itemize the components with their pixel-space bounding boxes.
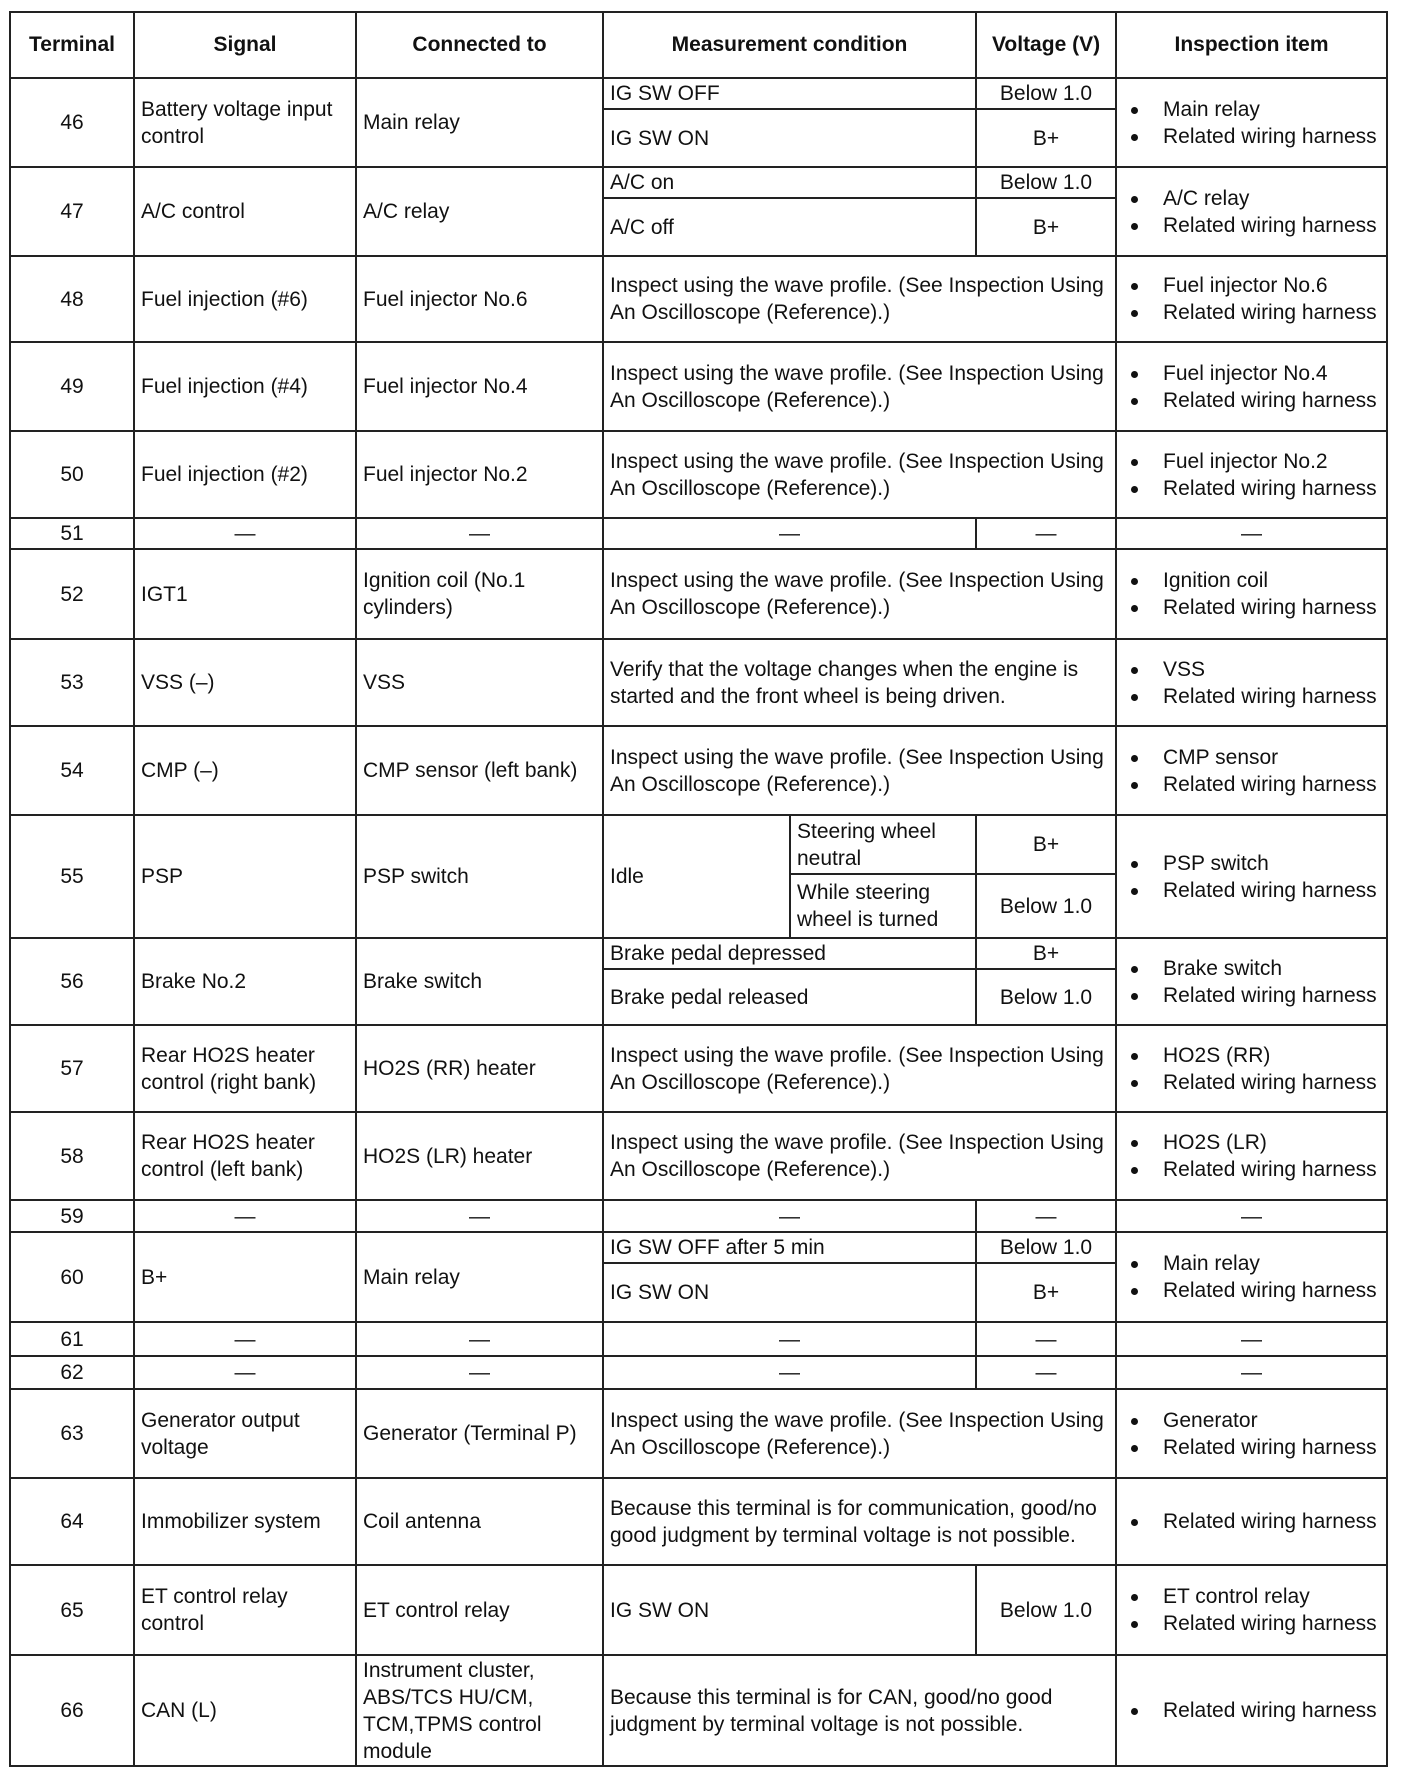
connected-cell: Fuel injector No.2 [356, 431, 603, 518]
inspection-item: PSP switch [1163, 850, 1380, 877]
measurement-cell: Inspect using the wave profile. (See Inspection Using An Oscilloscope (Reference).) [603, 1112, 1116, 1200]
inspection-list [1123, 1129, 1380, 1183]
signal-cell: Immobilizer system [134, 1478, 356, 1565]
inspection-item: Brake switch [1163, 955, 1380, 982]
measurement-cell: Inspect using the wave profile. (See Inspection Using An Oscilloscope (Reference).) [603, 1389, 1116, 1478]
signal-cell: PSP [134, 815, 356, 938]
condition-cell: A/C on [603, 167, 976, 198]
voltage-cell: B+ [976, 938, 1116, 969]
signal-cell: A/C control [134, 167, 356, 256]
inspection-item: Related wiring harness [1163, 299, 1380, 326]
inspection-list [1123, 1042, 1380, 1096]
inspection-item: ET control relay [1163, 1583, 1380, 1610]
table-row [10, 167, 1387, 198]
table-row [10, 1478, 1387, 1565]
terminal-cell: 49 [10, 342, 134, 431]
signal-cell: — [134, 1200, 356, 1232]
inspection-item: Fuel injector No.4 [1163, 360, 1380, 387]
header-signal: Signal [134, 12, 356, 78]
measurement-cell: Verify that the voltage changes when the engine is started and the front wheel is being driven. [603, 639, 1116, 726]
inspection-item: Related wiring harness [1163, 387, 1380, 414]
inspection-item: Related wiring harness [1163, 212, 1380, 239]
voltage-cell: — [976, 518, 1116, 549]
inspection-item: Fuel injector No.6 [1163, 272, 1380, 299]
condition-cell: Brake pedal depressed [603, 938, 976, 969]
inspection-cell [1116, 1478, 1387, 1565]
terminal-cell: 66 [10, 1655, 134, 1766]
condition-cell: IG SW OFF after 5 min [603, 1232, 976, 1263]
inspection-list [1123, 1697, 1380, 1724]
voltage-cell: B+ [976, 109, 1116, 167]
inspection-cell [1116, 1025, 1387, 1112]
inspection-item: HO2S (RR) [1163, 1042, 1380, 1069]
inspection-item: Related wiring harness [1163, 1069, 1380, 1096]
connected-cell: — [356, 1356, 603, 1389]
connected-cell: PSP switch [356, 815, 603, 938]
inspection-item: Related wiring harness [1163, 594, 1380, 621]
inspection-item: Related wiring harness [1163, 1156, 1380, 1183]
signal-cell: ET control relay control [134, 1565, 356, 1655]
inspection-cell: — [1116, 1322, 1387, 1356]
inspection-item: Generator [1163, 1407, 1380, 1434]
inspection-cell [1116, 167, 1387, 256]
signal-cell: — [134, 518, 356, 549]
terminal-cell: 61 [10, 1322, 134, 1356]
condition-cell: IG SW ON [603, 109, 976, 167]
condition-cell: IG SW OFF [603, 78, 976, 109]
terminal-cell: 58 [10, 1112, 134, 1200]
connected-cell: Ignition coil (No.1 cylinders) [356, 549, 603, 639]
voltage-cell: Below 1.0 [976, 78, 1116, 109]
connected-cell: Coil antenna [356, 1478, 603, 1565]
terminal-cell: 62 [10, 1356, 134, 1389]
terminal-cell: 48 [10, 256, 134, 342]
signal-cell: — [134, 1356, 356, 1389]
terminal-cell: 46 [10, 78, 134, 167]
inspection-cell [1116, 1389, 1387, 1478]
inspection-item: HO2S (LR) [1163, 1129, 1380, 1156]
table-row [10, 815, 1387, 874]
inspection-cell [1116, 639, 1387, 726]
inspection-cell [1116, 815, 1387, 938]
inspection-item: Related wiring harness [1163, 1610, 1380, 1637]
table-row [10, 1655, 1387, 1766]
connected-cell: Instrument cluster, ABS/TCS HU/CM, TCM,TPMS control module [356, 1655, 603, 1766]
connected-cell: — [356, 518, 603, 549]
table-row [10, 1322, 1387, 1356]
voltage-cell: Below 1.0 [976, 1232, 1116, 1263]
inspection-item: Related wiring harness [1163, 982, 1380, 1009]
signal-cell: Generator output voltage [134, 1389, 356, 1478]
terminal-cell: 51 [10, 518, 134, 549]
table-row [10, 78, 1387, 109]
connected-cell: Fuel injector No.4 [356, 342, 603, 431]
inspection-item: A/C relay [1163, 185, 1380, 212]
inspection-list [1123, 1407, 1380, 1461]
header-connected: Connected to [356, 12, 603, 78]
condition-cell: Steering wheel neutral [790, 815, 976, 874]
inspection-list [1123, 567, 1380, 621]
inspection-list [1123, 1583, 1380, 1637]
signal-cell: Rear HO2S heater control (left bank) [134, 1112, 356, 1200]
terminal-cell: 56 [10, 938, 134, 1025]
signal-cell: Battery voltage input control [134, 78, 356, 167]
condition-group-cell: Idle [603, 815, 790, 938]
connected-cell: Generator (Terminal P) [356, 1389, 603, 1478]
measurement-cell: Inspect using the wave profile. (See Inspection Using An Oscilloscope (Reference).) [603, 1025, 1116, 1112]
inspection-item: Ignition coil [1163, 567, 1380, 594]
inspection-list [1123, 272, 1380, 326]
terminal-cell: 53 [10, 639, 134, 726]
inspection-item: VSS [1163, 656, 1380, 683]
inspection-list [1123, 1508, 1380, 1535]
table-row [10, 518, 1387, 549]
measurement-cell: Inspect using the wave profile. (See Inspection Using An Oscilloscope (Reference).) [603, 256, 1116, 342]
signal-cell: CAN (L) [134, 1655, 356, 1766]
header-row [10, 12, 1387, 78]
connected-cell: Brake switch [356, 938, 603, 1025]
inspection-list [1123, 448, 1380, 502]
measurement-cell: Inspect using the wave profile. (See Inspection Using An Oscilloscope (Reference).) [603, 549, 1116, 639]
inspection-cell [1116, 256, 1387, 342]
signal-cell: Rear HO2S heater control (right bank) [134, 1025, 356, 1112]
terminal-cell: 55 [10, 815, 134, 938]
table-row [10, 938, 1387, 969]
voltage-cell: Below 1.0 [976, 1565, 1116, 1655]
terminal-cell: 64 [10, 1478, 134, 1565]
terminal-cell: 50 [10, 431, 134, 518]
header-terminal: Terminal [10, 12, 134, 78]
signal-cell: — [134, 1322, 356, 1356]
inspection-item: Main relay [1163, 1250, 1380, 1277]
terminal-cell: 54 [10, 726, 134, 815]
table-row [10, 639, 1387, 726]
table-row [10, 1200, 1387, 1232]
table-row [10, 1025, 1387, 1112]
table-row [10, 1232, 1387, 1263]
voltage-cell: B+ [976, 1263, 1116, 1322]
table-row [10, 726, 1387, 815]
inspection-item: Related wiring harness [1163, 1434, 1380, 1461]
inspection-cell [1116, 1112, 1387, 1200]
measurement-cell: — [603, 1356, 976, 1389]
signal-cell: IGT1 [134, 549, 356, 639]
header-inspection: Inspection item [1116, 12, 1387, 78]
inspection-cell [1116, 431, 1387, 518]
inspection-list [1123, 360, 1380, 414]
inspection-list [1123, 656, 1380, 710]
inspection-cell: — [1116, 1200, 1387, 1232]
connected-cell: Main relay [356, 78, 603, 167]
connected-cell: A/C relay [356, 167, 603, 256]
inspection-item: CMP sensor [1163, 744, 1380, 771]
measurement-cell: — [603, 518, 976, 549]
terminal-cell: 57 [10, 1025, 134, 1112]
table-row [10, 1356, 1387, 1389]
measurement-cell: Inspect using the wave profile. (See Inspection Using An Oscilloscope (Reference).) [603, 342, 1116, 431]
inspection-item: Related wiring harness [1163, 683, 1380, 710]
table-row [10, 1389, 1387, 1478]
inspection-list [1123, 1250, 1380, 1304]
table-row [10, 431, 1387, 518]
connected-cell: — [356, 1200, 603, 1232]
voltage-cell: Below 1.0 [976, 167, 1116, 198]
inspection-item: Related wiring harness [1163, 771, 1380, 798]
inspection-item: Main relay [1163, 96, 1380, 123]
terminal-cell: 47 [10, 167, 134, 256]
voltage-cell: B+ [976, 815, 1116, 874]
inspection-item: Related wiring harness [1163, 475, 1380, 502]
inspection-item: Related wiring harness [1163, 1277, 1380, 1304]
table-row [10, 342, 1387, 431]
inspection-list [1123, 96, 1380, 150]
condition-cell: IG SW ON [603, 1263, 976, 1322]
inspection-cell: — [1116, 1356, 1387, 1389]
condition-cell: Brake pedal released [603, 969, 976, 1025]
inspection-item: Fuel injector No.2 [1163, 448, 1380, 475]
terminal-cell: 52 [10, 549, 134, 639]
condition-cell: A/C off [603, 198, 976, 256]
signal-cell: Fuel injection (#2) [134, 431, 356, 518]
connected-cell: Fuel injector No.6 [356, 256, 603, 342]
measurement-cell: — [603, 1322, 976, 1356]
connected-cell: — [356, 1322, 603, 1356]
signal-cell: VSS (–) [134, 639, 356, 726]
inspection-cell [1116, 78, 1387, 167]
inspection-list [1123, 850, 1380, 904]
connected-cell: ET control relay [356, 1565, 603, 1655]
table-row [10, 256, 1387, 342]
table-row [10, 549, 1387, 639]
terminal-cell: 65 [10, 1565, 134, 1655]
inspection-cell [1116, 938, 1387, 1025]
inspection-list [1123, 744, 1380, 798]
connected-cell: VSS [356, 639, 603, 726]
voltage-cell: — [976, 1356, 1116, 1389]
inspection-cell [1116, 1232, 1387, 1322]
voltage-cell: B+ [976, 198, 1116, 256]
inspection-list [1123, 185, 1380, 239]
table-row [10, 1565, 1387, 1655]
inspection-cell [1116, 342, 1387, 431]
voltage-cell: Below 1.0 [976, 969, 1116, 1025]
connected-cell: HO2S (RR) heater [356, 1025, 603, 1112]
inspection-cell [1116, 726, 1387, 815]
header-measurement: Measurement condition [603, 12, 976, 78]
voltage-cell: — [976, 1200, 1116, 1232]
signal-cell: B+ [134, 1232, 356, 1322]
inspection-cell [1116, 1655, 1387, 1766]
inspection-item: Related wiring harness [1163, 1697, 1380, 1724]
terminal-cell: 59 [10, 1200, 134, 1232]
condition-cell: IG SW ON [603, 1565, 976, 1655]
inspection-item: Related wiring harness [1163, 123, 1380, 150]
signal-cell: CMP (–) [134, 726, 356, 815]
signal-cell: Fuel injection (#4) [134, 342, 356, 431]
connected-cell: HO2S (LR) heater [356, 1112, 603, 1200]
inspection-cell [1116, 549, 1387, 639]
inspection-item: Related wiring harness [1163, 877, 1380, 904]
inspection-cell [1116, 1565, 1387, 1655]
header-voltage: Voltage (V) [976, 12, 1116, 78]
terminal-cell: 63 [10, 1389, 134, 1478]
measurement-cell: Because this terminal is for communication, good/no good judgment by terminal voltage is not possible. [603, 1478, 1116, 1565]
connected-cell: CMP sensor (left bank) [356, 726, 603, 815]
condition-cell: While steering wheel is turned [790, 874, 976, 938]
inspection-list [1123, 955, 1380, 1009]
measurement-cell: Inspect using the wave profile. (See Inspection Using An Oscilloscope (Reference).) [603, 726, 1116, 815]
measurement-cell: Inspect using the wave profile. (See Inspection Using An Oscilloscope (Reference).) [603, 431, 1116, 518]
table-row [10, 1112, 1387, 1200]
inspection-cell: — [1116, 518, 1387, 549]
signal-cell: Brake No.2 [134, 938, 356, 1025]
terminal-cell: 60 [10, 1232, 134, 1322]
voltage-cell: Below 1.0 [976, 874, 1116, 938]
terminal-table [9, 11, 1388, 1767]
signal-cell: Fuel injection (#6) [134, 256, 356, 342]
measurement-cell: — [603, 1200, 976, 1232]
inspection-item: Related wiring harness [1163, 1508, 1380, 1535]
connected-cell: Main relay [356, 1232, 603, 1322]
measurement-cell: Because this terminal is for CAN, good/no good judgment by terminal voltage is not possible. [603, 1655, 1116, 1766]
voltage-cell: — [976, 1322, 1116, 1356]
